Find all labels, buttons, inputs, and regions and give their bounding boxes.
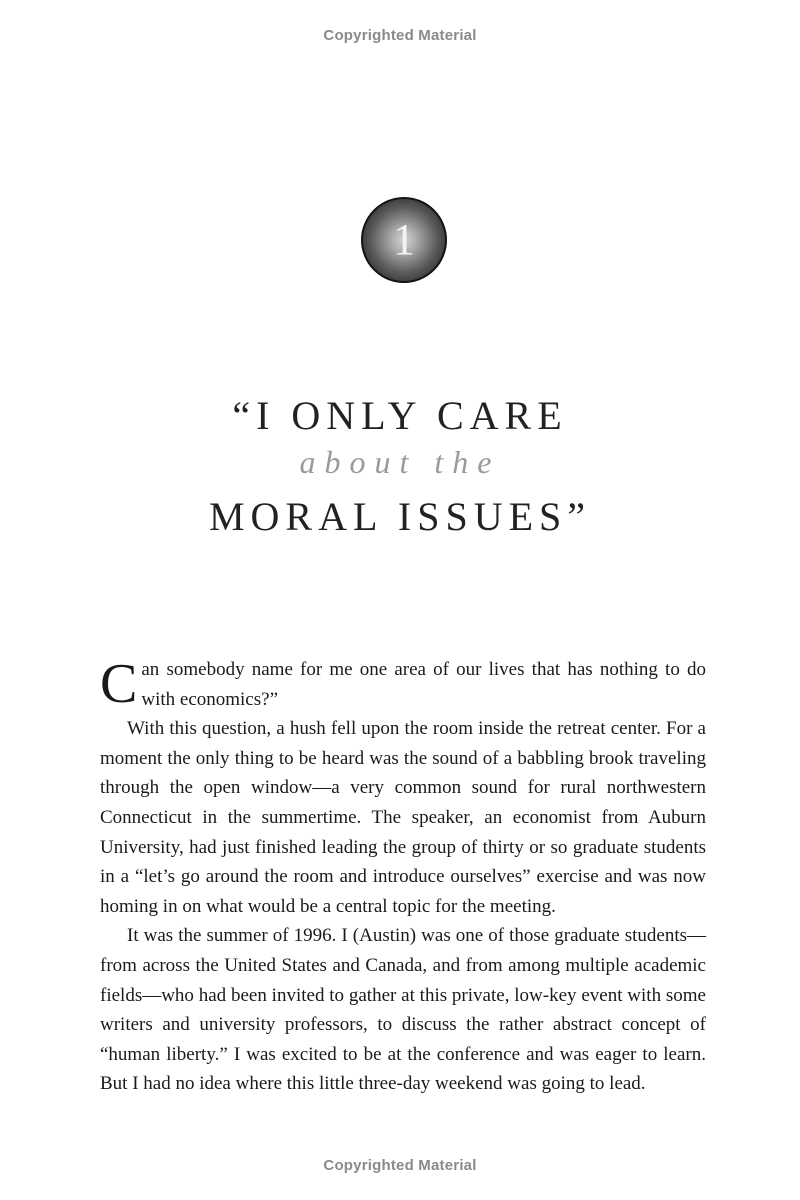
chapter-title-line-2: about the <box>299 444 501 480</box>
body-paragraph-3: It was the summer of 1996. I (Austin) was one of those graduate students—from across the United States and Canada, and from among multiple academic fields—who had been invited to gather at this private, low-key event with some writers and university professors, to discuss the rather abstract concept of “human liberty.” I was excited to be at the conference and was eager to learn. But I had no idea where this little three-day weekend was going to lead. <box>100 925 706 1095</box>
chapter-number-badge <box>361 197 447 283</box>
copyright-watermark-top: Copyrighted Material <box>323 27 477 44</box>
paragraph-1-text: an somebody name for me one area of our lives that has nothing to do with economics?” <box>141 659 706 710</box>
copyright-watermark-bottom: Copyrighted Material <box>323 1157 477 1174</box>
body-paragraph-1 <box>100 655 706 714</box>
chapter-body <box>100 655 706 1099</box>
drop-cap: C <box>100 653 138 715</box>
body-paragraph-2: With this question, a hush fell upon the room inside the retreat center. For a moment the only thing to be heard was the sound of a babbling brook traveling through the open window—a very common sound for rural northwestern Connecticut in the summertime. The speaker, an economist from Auburn University, had just finished leading the group of thirty or so graduate students in a “let’s go around the room and introduce ourselves” exercise and was now homing in on what would be a central topic for the meeting. <box>100 718 706 917</box>
chapter-number: 1 <box>393 215 415 264</box>
chapter-title-line-1: “I ONLY CARE <box>232 393 568 438</box>
chapter-title-line-3: MORAL ISSUES” <box>208 494 592 539</box>
